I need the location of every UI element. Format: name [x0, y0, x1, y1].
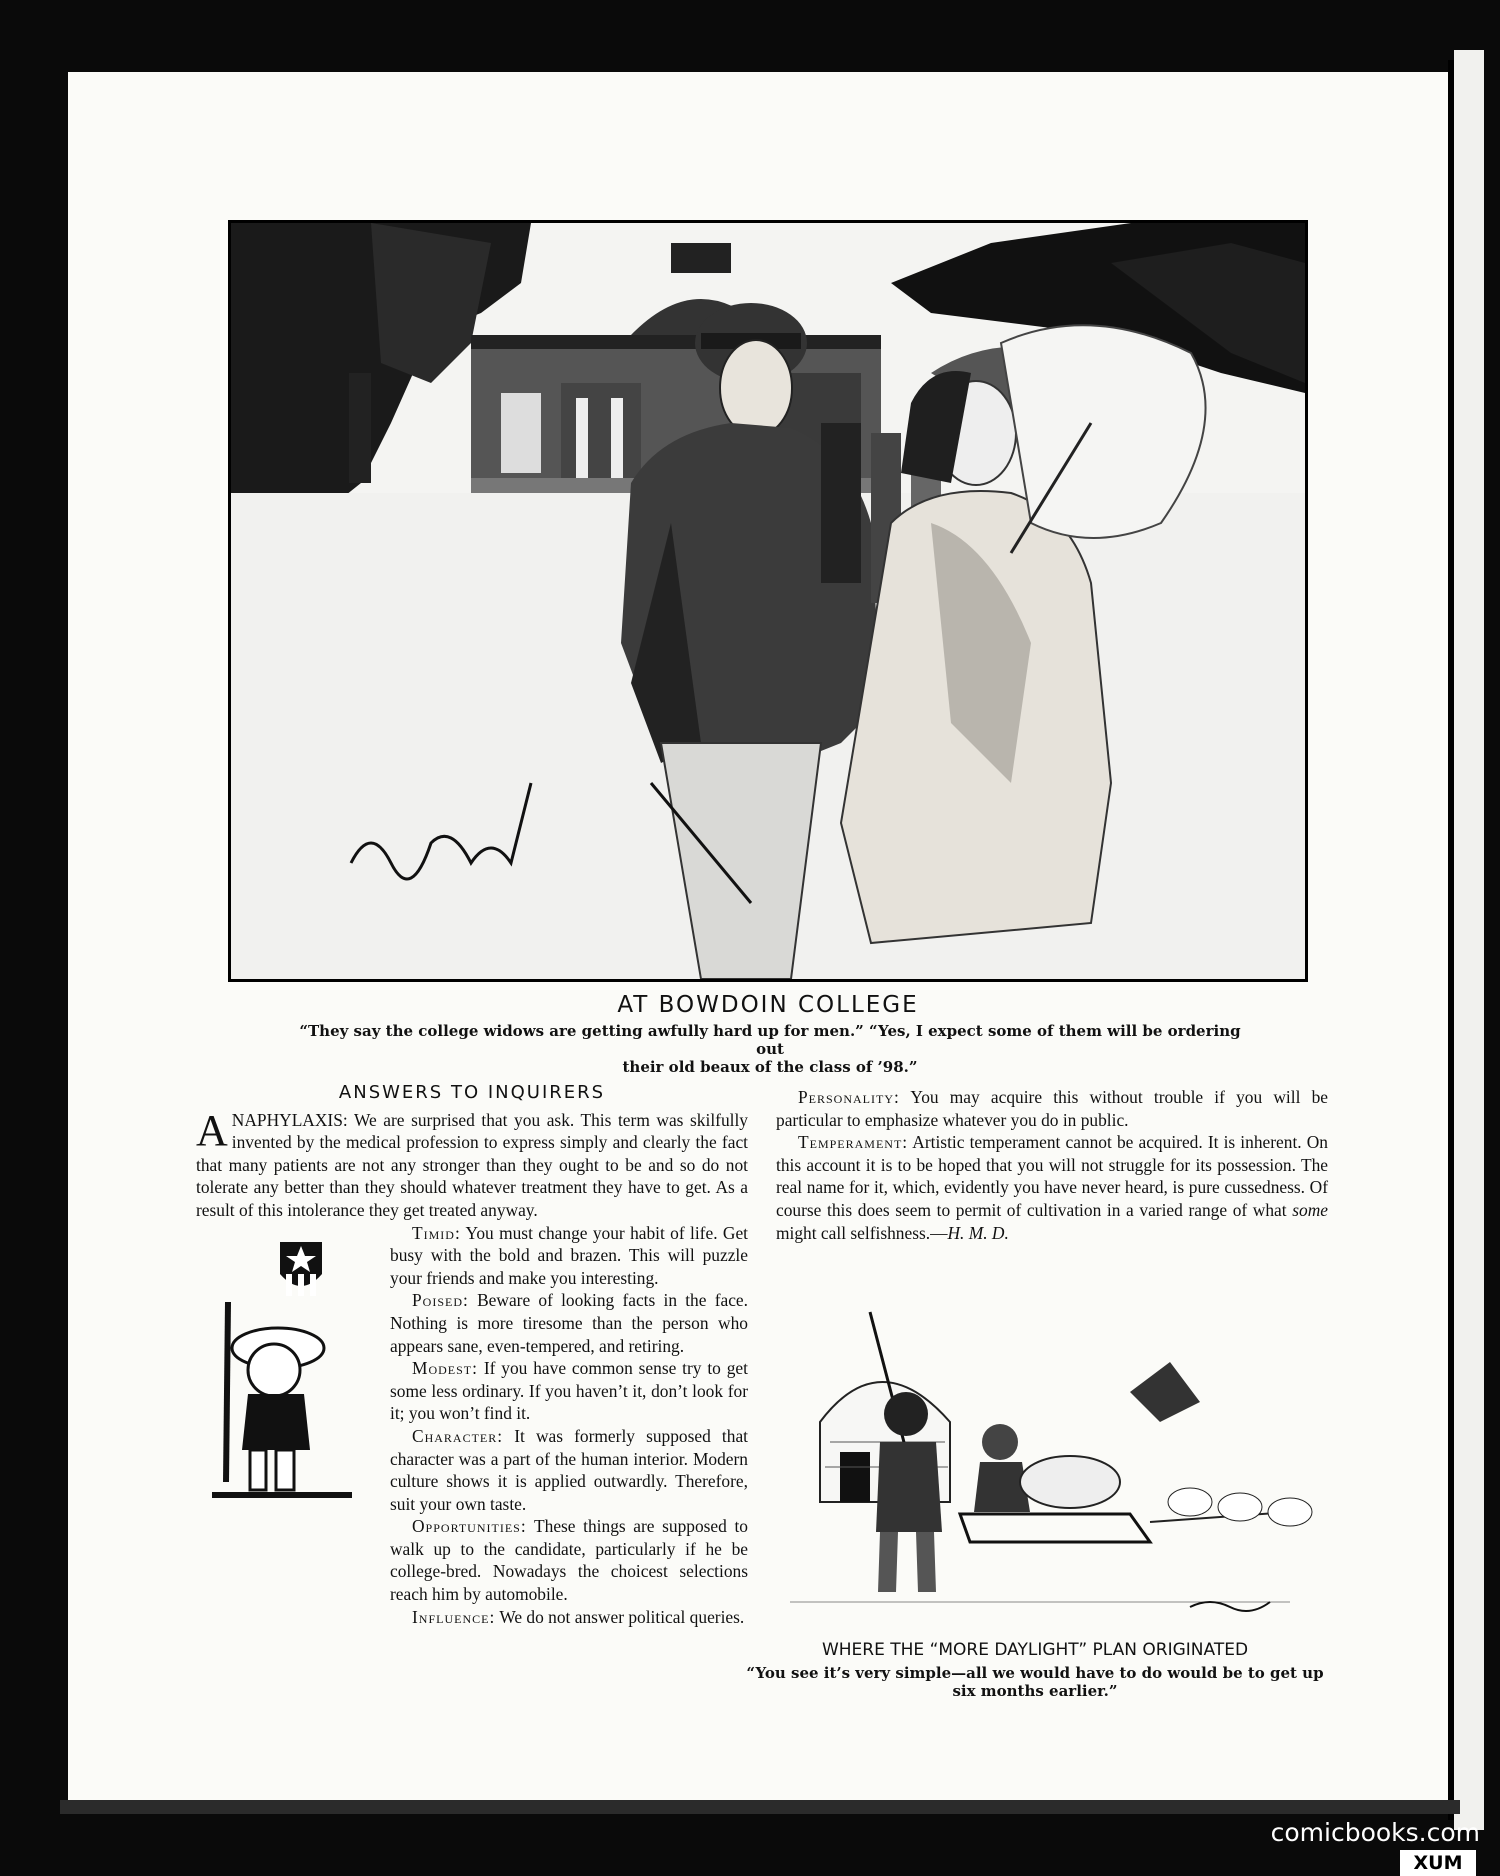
cartoon-caption-line-2: six months earlier.” [952, 1682, 1118, 1700]
entry-modest: Modest: If you have common sense try to get some less ordinary. If you haven’t it, don’t look for it; you won’t find it. [390, 1358, 748, 1424]
answers-column-left [196, 1082, 748, 1642]
entry-personality: Personality: You may acquire this without trouble if you will be particular to emphasize whatever you do in public. [776, 1087, 1329, 1130]
caption-line-2: their old beaux of the class of ’98.” [622, 1058, 918, 1076]
site-watermark: comicbooks.com [1270, 1818, 1480, 1847]
caption-line-1: “They say the college widows are getting awfully hard up for men.” “Yes, I expect some of them will be ordering out [299, 1022, 1241, 1058]
soldier-and-lady-drawing [231, 223, 1305, 979]
intro-text: NAPHYLAXIS: We are surprised that you ask. This term was skilfully invented by the medical profession to express simply and clearly the fact that many patients are not any stronger than they ought to be and so do not tolerate any better than they should whatever treatment they have to get. As a result of this intolerance they get treated anyway. [196, 1109, 748, 1220]
entry-influence: Influence: We do not answer political queries. [412, 1606, 745, 1627]
cartoon-caption-line-1: “You see it’s very simple—all we would have to do would be to get up [746, 1664, 1324, 1682]
entry-character: Character: It was formerly supposed that character was a part of the human interior. Modern culture shows it is applied outwardly. Therefore, suit your own taste. [390, 1425, 748, 1514]
cartoon-title: WHERE THE “MORE DAYLIGHT” PLAN ORIGINATED [821, 1640, 1249, 1660]
article-heading: ANSWERS TO INQUIRERS [338, 1082, 606, 1103]
author-initials: H. M. D. [947, 1222, 1009, 1243]
illustration-title: AT BOWDOIN COLLEGE [617, 992, 919, 1018]
answers-column-right [776, 1086, 1328, 1244]
boy-with-rifle-drawing [192, 1222, 380, 1642]
intro-paragraph [196, 1105, 748, 1222]
page-bottom-edge [60, 1800, 1460, 1814]
xum-badge: XUM [1400, 1850, 1476, 1876]
entry-temperament: Temperament: Artistic temperament cannot be acquired. It is inherent. On this account it is to be hoped that you will not struggle for its possession. The real name for it, which, evidently you have never heard, is pure cussedness. Of course this does seem to permit of cultivation in a varied range of what some might call selfishness.—H. M. D. [776, 1132, 1328, 1243]
entry-opportunities: Opportunities: These things are supposed to walk up to the candidate, particularly if he be college-bred. Nowadays the choicest selections reach him by automobile. [390, 1516, 748, 1605]
igloo-cartoon [730, 1302, 1340, 1632]
emphasis-some: some [1292, 1199, 1328, 1220]
entry-timid: Timid: You must change your habit of life. Get busy with the bold and brazen. This will puzzle your friends and make you interesting. [390, 1222, 749, 1288]
next-page-edge [1454, 50, 1484, 1830]
illustration-caption [290, 1022, 1250, 1076]
cartoon-caption [730, 1664, 1340, 1700]
eskimo-sled-drawing [730, 1302, 1340, 1632]
drop-cap: A [196, 1105, 228, 1155]
bowdoin-illustration [228, 220, 1308, 982]
entry-poised: Poised: Beware of looking facts in the face. Nothing is more tiresome than the person who appears sane, even-tempered, and retiring. [390, 1290, 748, 1356]
boy-soldier-icon [192, 1222, 380, 1522]
